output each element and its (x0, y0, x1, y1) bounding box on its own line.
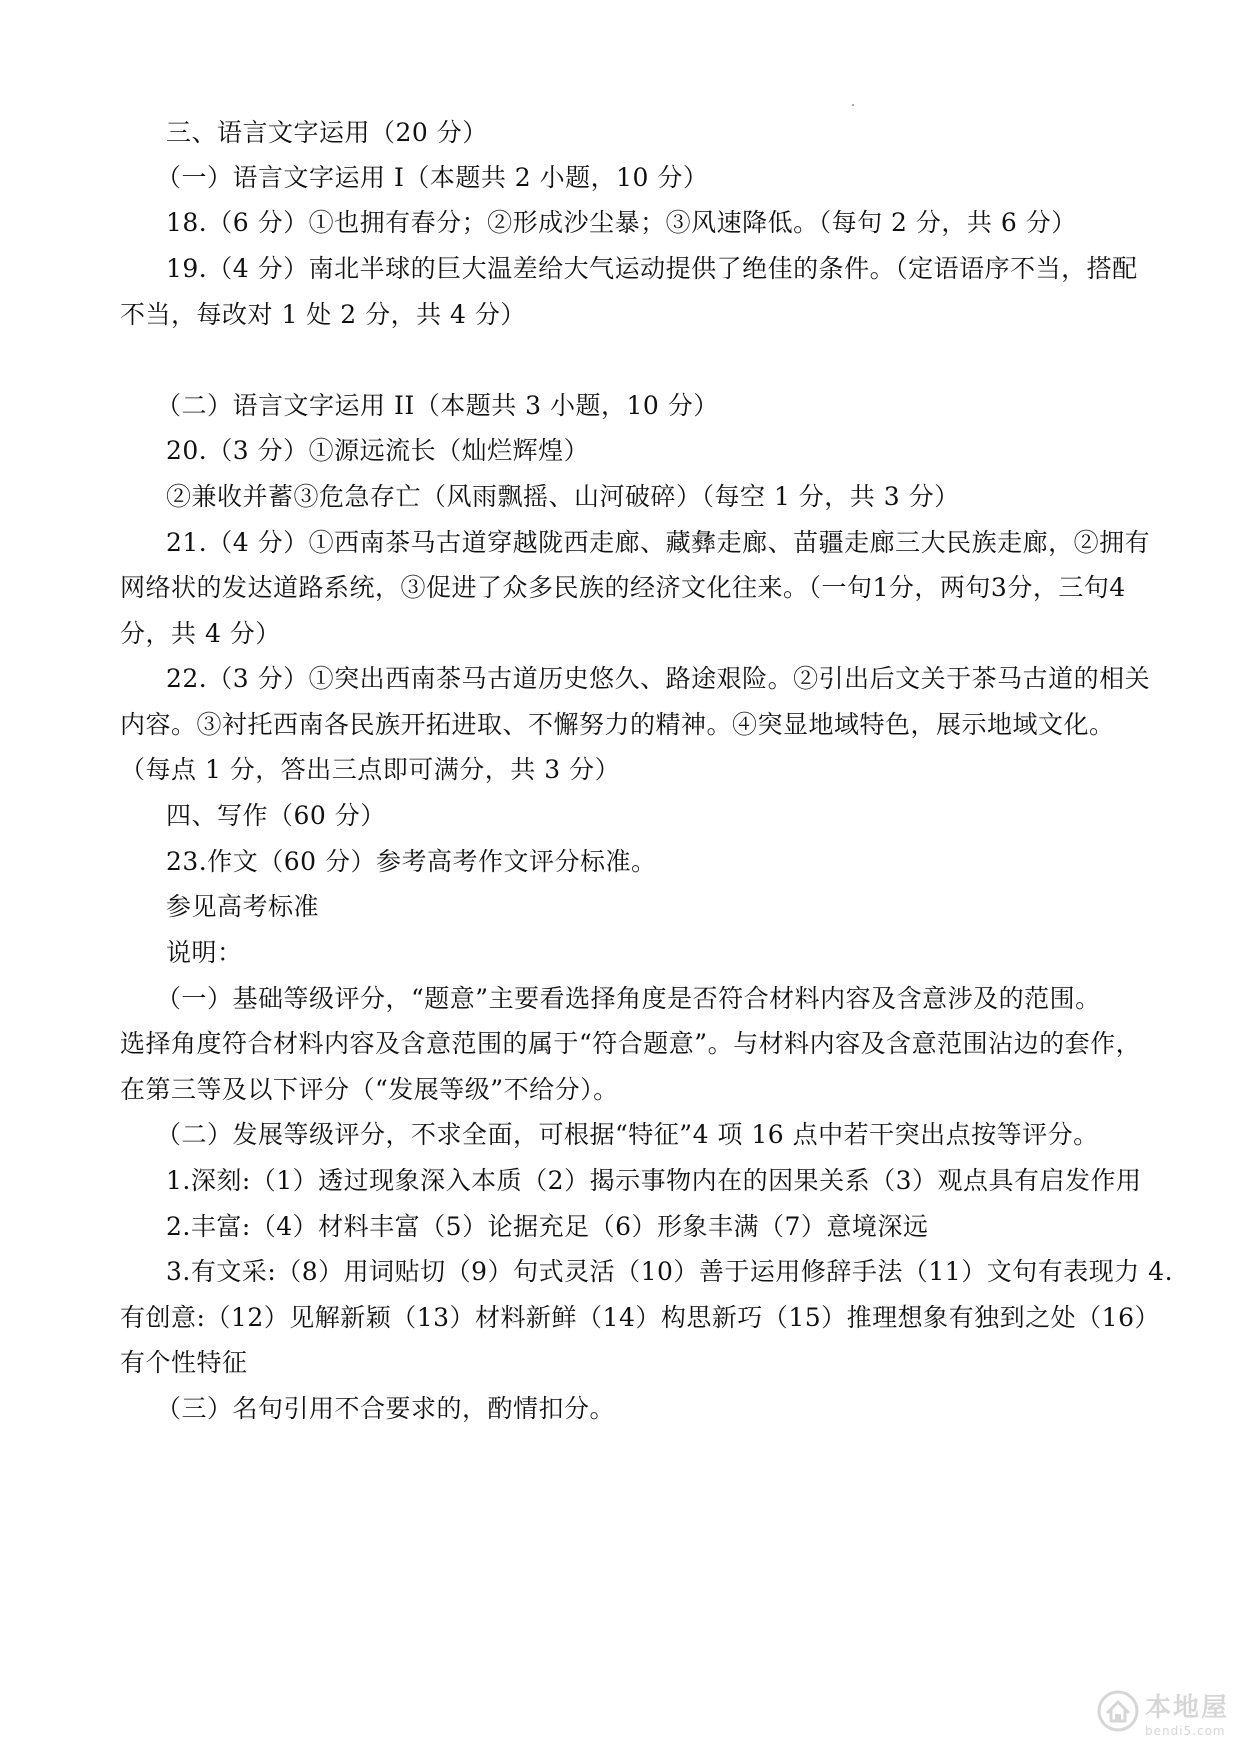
criterion-depth: 1.深刻:（1）透过现象深入本质（2）揭示事物内在的因果关系（3）观点具有启发作用 (166, 1166, 1142, 1195)
note-2: （二）发展等级评分，不求全面，可根据“特征”4 项 16 点中若干突出点按等评分。 (156, 1120, 1099, 1149)
answer-23: 23.作文（60 分）参考高考作文评分标准。 (166, 847, 657, 876)
criterion-richness: 2.丰富:（4）材料丰富（5）论据充足（6）形象丰满（7）意境深远 (166, 1212, 929, 1241)
house-icon (1097, 1690, 1139, 1736)
answer-21-line-1: 21.（4 分）①西南茶马古道穿越陇西走廊、藏彝走廊、苗疆走廊三大民族走廊，②拥有 (166, 528, 1151, 557)
subsection-2-heading: （二）语言文字运用 II（本题共 3 小题，10 分） (156, 391, 719, 420)
section-3-heading: 三、语言文字运用（20 分） (166, 118, 488, 147)
section-4-heading: 四、写作（60 分） (166, 801, 386, 830)
answer-18: 18.（6 分）①也拥有春分；②形成沙尘暴；③风速降低。（每句 2 分，共 6 分） (166, 208, 1077, 237)
criterion-creativity-line-2: 有个性特征 (120, 1348, 248, 1377)
answer-19-line-2: 不当，每改对 1 处 2 分，共 4 分） (120, 300, 526, 329)
note-1-line-1: （一）基础等级评分，“题意”主要看选择角度是否符合材料内容及含意涉及的范围。 (156, 984, 1101, 1013)
criterion-creativity-line-1: 有创意:（12）见解新颖（13）材料新鲜（14）构思新巧（15）推理想象有独到之处（16） (120, 1303, 1160, 1332)
answer-21-line-3: 分，共 4 分） (120, 619, 281, 648)
watermark-url: bendi5.com (1144, 1724, 1226, 1738)
subsection-1-heading: （一）语言文字运用 I（本题共 2 小题，10 分） (156, 163, 709, 192)
answer-20-line-2: ②兼收并蓄③危急存亡（风雨飘摇、山河破碎）（每空 1 分，共 3 分） (166, 482, 960, 511)
reference-standard: 参见高考标准 (166, 892, 320, 921)
note-3: （三）名句引用不合要求的，酌情扣分。 (156, 1394, 616, 1423)
answer-22-line-3: （每点 1 分，答出三点即可满分，共 3 分） (120, 755, 621, 784)
answer-22-line-1: 22.（3 分）①突出西南茶马古道历史悠久、路途艰险。②引出后文关于茶马古道的相关 (166, 664, 1151, 693)
answer-20-line-1: 20.（3 分）①源远流长（灿烂辉煌） (166, 436, 590, 465)
note-1-line-3: 在第三等及以下评分（“发展等级”不给分）。 (120, 1075, 619, 1104)
answer-21-line-2: 网络状的发达道路系统，③促进了众多民族的经济文化往来。（一句1分，两句3分，三句4 (120, 573, 1126, 602)
answer-19-line-1: 19.（4 分）南北半球的巨大温差给大气运动提供了绝佳的条件。（定语语序不当，搭配 (166, 254, 1138, 283)
speck (852, 104, 854, 106)
answer-22-line-2: 内容。③衬托西南各民族开拓进取、不懈努力的精神。④突显地域特色，展示地域文化。 (120, 710, 1115, 739)
watermark-title: 本地屋 (1144, 1693, 1229, 1723)
site-watermark (1097, 1687, 1229, 1738)
criterion-literary-line-1: 3.有文采:（8）用词贴切（9）句式灵活（10）善于运用修辞手法（11）文句有表现力 4. (166, 1257, 1174, 1286)
notes-label: 说明： (166, 938, 243, 967)
note-1-line-2: 选择角度符合材料内容及含意范围的属于“符合题意”。与材料内容及含意范围沾边的套作， (120, 1029, 1142, 1058)
